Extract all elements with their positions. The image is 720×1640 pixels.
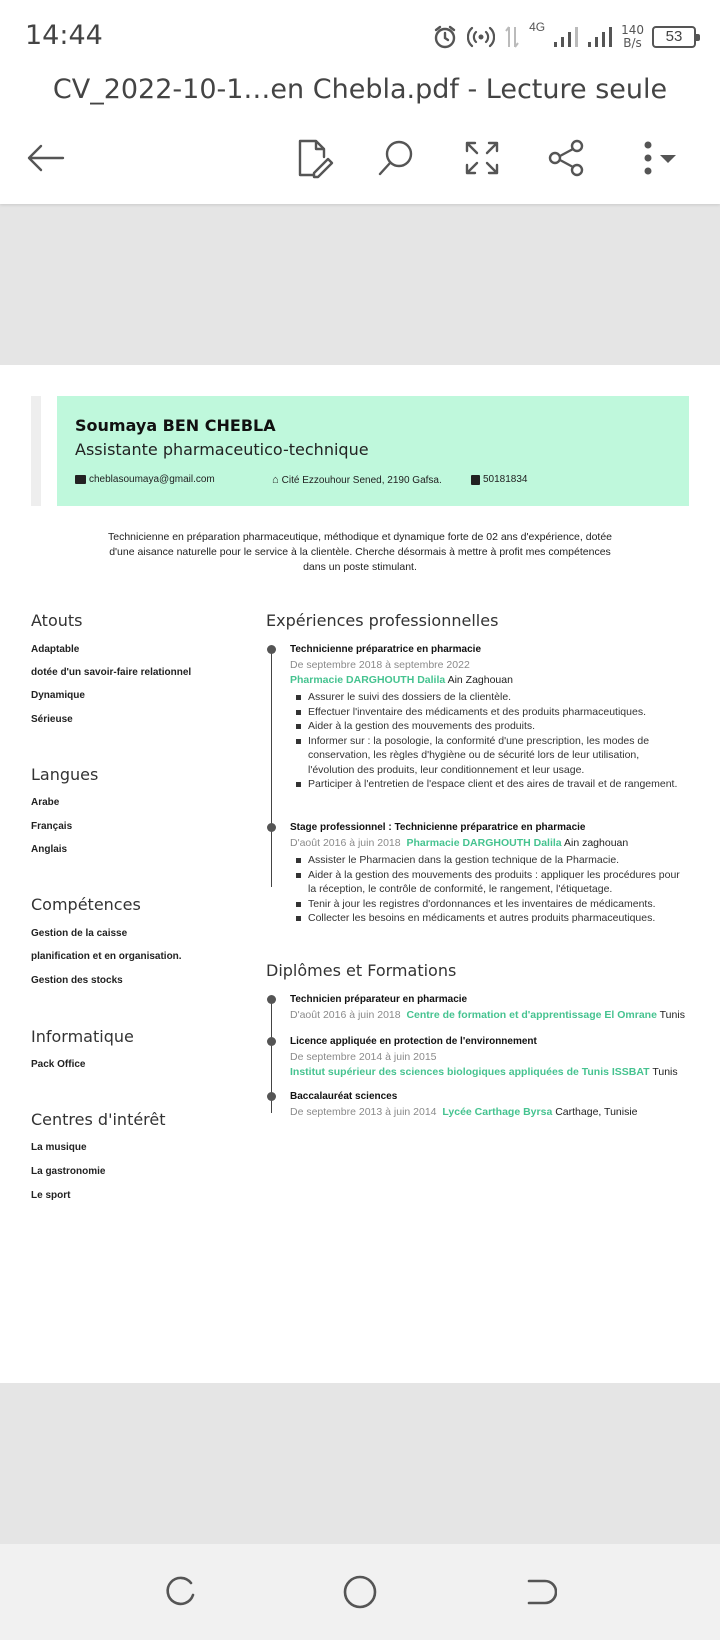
informatique-heading: Informatique: [31, 1027, 134, 1046]
toolbar: [0, 128, 720, 188]
task-item: Assister le Pharmacien dans la gestion technique de la Pharmacie.: [290, 853, 680, 868]
document-title: CV_2022-10-1…en Chebla.pdf - Lecture seule: [52, 74, 668, 105]
recent-apps-icon: [163, 1575, 197, 1609]
task-item: Tenir à jour les registres d'ordonnances et les inventaires de médicaments.: [290, 897, 680, 912]
cv-summary: Technicienne en préparation pharmaceutique, méthodique et dynamique forte de 02 ans d'expérience, dotée d'une aisance naturelle pour le service à la clientèle. Cherche désormais à mettre à profit mes compétences dans un poste stimulant.: [107, 531, 612, 573]
competence-item: planification et en organisation.: [31, 951, 182, 962]
edit-button[interactable]: [290, 134, 338, 182]
signal-icon: [553, 26, 579, 48]
atouts-heading: Atouts: [31, 611, 83, 630]
task-item: Participer à l'entretien de l'espace client et des aires de travail et de rangement.: [290, 777, 680, 792]
diplome-location: Tunis: [659, 1009, 685, 1021]
edit-document-icon: [294, 137, 334, 179]
email-icon: [75, 475, 86, 484]
search-icon: [376, 138, 416, 178]
recent-apps-button[interactable]: [156, 1568, 204, 1616]
network-speed: 140 B/s: [621, 23, 644, 50]
share-button[interactable]: [543, 134, 591, 182]
langue-item: Anglais: [31, 844, 68, 855]
experience-location: Ain Zaghouan: [447, 674, 513, 686]
experience-tasks: [290, 690, 680, 792]
share-icon: [548, 139, 586, 177]
interet-item: La gastronomie: [31, 1166, 106, 1177]
network-type: 4G: [529, 20, 546, 34]
experience-title: Stage professionnel : Technicienne préparatrice en pharmacie: [290, 822, 586, 833]
home-icon: [342, 1574, 378, 1610]
langues-heading: Langues: [31, 765, 99, 784]
status-time: 14:44: [25, 20, 103, 51]
experience-employer: Pharmacie DARGHOUTH Dalila: [406, 837, 562, 849]
experiences-heading: Expériences professionnelles: [266, 611, 499, 630]
hotspot-icon: [467, 23, 495, 51]
system-nav-bar: [0, 1544, 720, 1640]
diplomes-heading: Diplômes et Formations: [266, 961, 457, 980]
interet-item: La musique: [31, 1142, 87, 1153]
signal-2-icon: [587, 26, 613, 48]
task-item: Collecter les besoins en médicaments et autres produits pharmaceutiques.: [290, 911, 680, 926]
task-item: Informer sur : la posologie, la conformité d'une prescription, les modes de conservation, les règles d'hygiène ou de sécurité lors de leur utilisation, l'évolution des produits, leur conditionnement et leur usage.: [290, 734, 680, 778]
back-nav-button[interactable]: [516, 1568, 564, 1616]
timeline-dot: [267, 995, 276, 1004]
cv-email: cheblasoumaya@gmail.com: [75, 474, 215, 485]
langue-item: Arabe: [31, 797, 60, 808]
diplome-dates: D'août 2016 à juin 2018: [290, 1009, 401, 1021]
diplome-title: Baccalauréat sciences: [290, 1091, 398, 1102]
langue-item: Français: [31, 821, 73, 832]
header-accent-strip: [31, 396, 41, 506]
home-icon: ⌂: [272, 474, 279, 486]
diplome-school: Lycée Carthage Byrsa: [442, 1106, 553, 1118]
pdf-page[interactable]: [0, 365, 720, 1383]
status-icons: [431, 20, 696, 54]
timeline-dot: [267, 823, 276, 832]
back-button[interactable]: [22, 134, 70, 182]
experience-title: Technicienne préparatrice en pharmacie: [290, 644, 482, 655]
more-options-button[interactable]: [630, 134, 690, 182]
diplome-school: Centre de formation et d'apprentissage El Omrane: [406, 1009, 657, 1021]
back-arrow-icon: [25, 143, 67, 173]
battery-icon: 53: [652, 26, 696, 48]
experience-tasks: [290, 853, 680, 926]
diplome-school: Institut supérieur des sciences biologiques appliquées de Tunis ISSBAT: [290, 1066, 650, 1078]
diplome-school-line: [290, 1066, 678, 1078]
home-button[interactable]: [336, 1568, 384, 1616]
timeline-dot: [267, 645, 276, 654]
task-item: Effectuer l'inventaire des médicaments et des produits pharmaceutiques.: [290, 705, 680, 720]
experience-dates-line: [290, 837, 628, 849]
dropdown-caret-icon: [658, 152, 678, 164]
cv-header: [57, 396, 689, 506]
diplome-location: Tunis: [652, 1066, 678, 1078]
diplome-title: Licence appliquée en protection de l'environnement: [290, 1036, 537, 1047]
experience-timeline: [271, 649, 272, 887]
diplome-details: [290, 1009, 685, 1021]
alarm-icon: [431, 23, 459, 51]
cv-address: ⌂ Cité Ezzouhour Sened, 2190 Gafsa.: [272, 474, 442, 486]
competence-item: Gestion des stocks: [31, 975, 123, 986]
fullscreen-button[interactable]: [458, 134, 506, 182]
data-transfer-icon: [503, 23, 521, 51]
experience-location: Ain zaghouan: [564, 837, 629, 849]
atout-item: Adaptable: [31, 644, 80, 655]
atout-item: Sérieuse: [31, 714, 73, 725]
interet-item: Le sport: [31, 1190, 71, 1201]
diplome-dates: De septembre 2014 à juin 2015: [290, 1051, 437, 1063]
timeline-dot: [267, 1037, 276, 1046]
diplome-dates: De septembre 2013 à juin 2014: [290, 1106, 437, 1118]
task-item: Aider à la gestion des mouvements des produits.: [290, 719, 680, 734]
competence-item: Gestion de la caisse: [31, 928, 128, 939]
phone-icon: [471, 475, 480, 485]
diplome-details: [290, 1106, 638, 1118]
informatique-item: Pack Office: [31, 1059, 86, 1070]
app-bar: [0, 0, 720, 204]
fullscreen-icon: [464, 140, 500, 176]
experience-employer: Pharmacie DARGHOUTH Dalila: [290, 674, 446, 686]
cv-phone: 50181834: [471, 474, 528, 485]
diplome-title: Technicien préparateur en pharmacie: [290, 994, 468, 1005]
cv-role: Assistante pharmaceutico-technique: [75, 440, 369, 459]
status-bar: [0, 0, 720, 72]
atout-item: Dynamique: [31, 690, 85, 701]
diplome-location: Carthage, Tunisie: [555, 1106, 638, 1118]
experience-dates: D'août 2016 à juin 2018: [290, 837, 401, 849]
cv-name: Soumaya BEN CHEBLA: [75, 416, 276, 435]
competences-heading: Compétences: [31, 895, 141, 914]
experience-employer-line: [290, 674, 513, 686]
timeline-dot: [267, 1092, 276, 1101]
back-nav-icon: [523, 1575, 557, 1609]
atout-item: dotée d'un savoir-faire relationnel: [31, 667, 192, 678]
search-button[interactable]: [372, 134, 420, 182]
task-item: Aider à la gestion des mouvements des produits : appliquer les procédures pour la réception, le contrôle de conformité, le rangement, l'étiquetage.: [290, 868, 680, 897]
experience-dates: De septembre 2018 à septembre 2022: [290, 659, 470, 671]
task-item: Assurer le suivi des dossiers de la clientèle.: [290, 690, 680, 705]
more-options-icon: [642, 140, 658, 176]
interets-heading: Centres d'intérêt: [31, 1110, 166, 1129]
